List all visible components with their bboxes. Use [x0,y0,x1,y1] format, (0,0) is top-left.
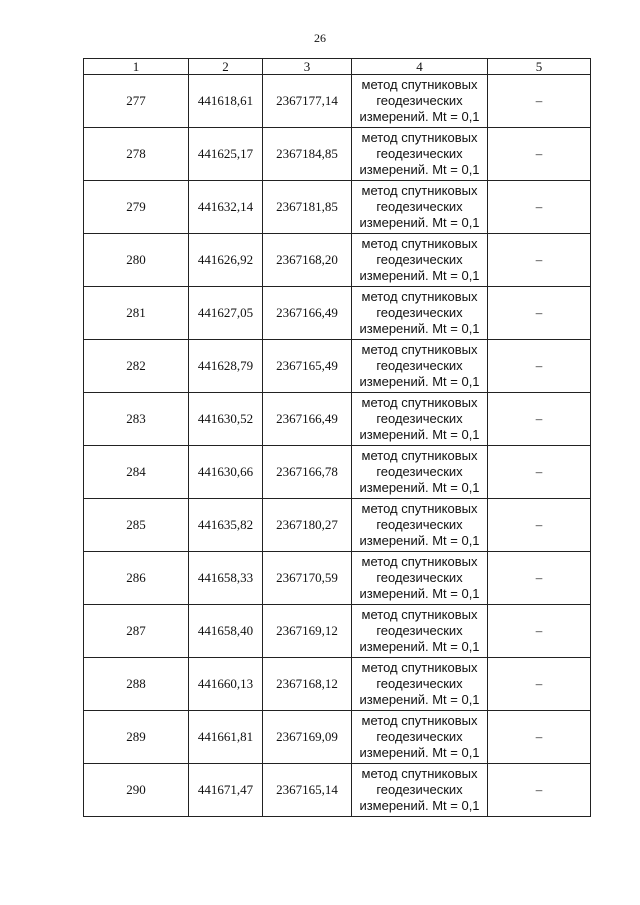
point-number-cell: 284 [84,446,189,499]
x-coordinate-cell: 441625,17 [189,128,263,181]
x-coordinate-cell: 441661,81 [189,711,263,764]
y-coordinate-cell: 2367181,85 [263,181,352,234]
y-coordinate-cell: 2367180,27 [263,499,352,552]
point-number-cell: 281 [84,287,189,340]
point-number-cell: 287 [84,605,189,658]
method-line: измерений. Mt = 0,1 [359,321,480,336]
note-cell: – [488,128,591,181]
method-line: измерений. Mt = 0,1 [359,480,480,495]
method-line: геодезических [376,252,463,267]
method-line: измерений. Mt = 0,1 [359,162,480,177]
y-coordinate-cell: 2367170,59 [263,552,352,605]
method-line: геодезических [376,623,463,638]
note-cell: – [488,234,591,287]
x-coordinate-cell: 441627,05 [189,287,263,340]
note-cell: – [488,181,591,234]
method-line: геодезических [376,676,463,691]
y-coordinate-cell: 2367184,85 [263,128,352,181]
method-line: метод спутниковых [361,501,478,516]
header-col-1: 1 [84,59,189,75]
note-cell: – [488,658,591,711]
method-cell [352,605,488,658]
y-coordinate-cell: 2367166,49 [263,393,352,446]
table-row [84,658,591,711]
table-body [84,75,591,817]
x-coordinate-cell: 441660,13 [189,658,263,711]
table-row [84,393,591,446]
x-coordinate-cell: 441630,52 [189,393,263,446]
method-line: геодезических [376,517,463,532]
method-line: геодезических [376,199,463,214]
method-line: геодезических [376,464,463,479]
table-row [84,234,591,287]
method-line: измерений. Mt = 0,1 [359,745,480,760]
table-row [84,711,591,764]
method-line: измерений. Mt = 0,1 [359,427,480,442]
method-line: измерений. Mt = 0,1 [359,798,480,813]
y-coordinate-cell: 2367169,09 [263,711,352,764]
method-cell [352,340,488,393]
method-line: метод спутниковых [361,660,478,675]
method-line: метод спутниковых [361,183,478,198]
note-cell: – [488,711,591,764]
y-coordinate-cell: 2367166,78 [263,446,352,499]
method-line: измерений. Mt = 0,1 [359,533,480,548]
method-line: метод спутниковых [361,554,478,569]
method-line: измерений. Mt = 0,1 [359,374,480,389]
y-coordinate-cell: 2367165,49 [263,340,352,393]
method-line: измерений. Mt = 0,1 [359,639,480,654]
method-line: метод спутниковых [361,607,478,622]
y-coordinate-cell: 2367168,12 [263,658,352,711]
point-number-cell: 283 [84,393,189,446]
y-coordinate-cell: 2367168,20 [263,234,352,287]
table-row [84,499,591,552]
method-cell [352,128,488,181]
header-col-2: 2 [189,59,263,75]
method-line: измерений. Mt = 0,1 [359,586,480,601]
table-row [84,340,591,393]
method-line: геодезических [376,146,463,161]
method-line: геодезических [376,729,463,744]
note-cell: – [488,393,591,446]
y-coordinate-cell: 2367177,14 [263,75,352,128]
method-line: измерений. Mt = 0,1 [359,692,480,707]
method-line: измерений. Mt = 0,1 [359,109,480,124]
method-line: геодезических [376,411,463,426]
header-col-4: 4 [352,59,488,75]
table-row [84,605,591,658]
method-line: метод спутниковых [361,77,478,92]
method-line: метод спутниковых [361,713,478,728]
method-line: геодезических [376,305,463,320]
x-coordinate-cell: 441671,47 [189,764,263,817]
y-coordinate-cell: 2367166,49 [263,287,352,340]
method-cell [352,75,488,128]
method-cell [352,446,488,499]
header-col-3: 3 [263,59,352,75]
method-cell [352,764,488,817]
point-number-cell: 280 [84,234,189,287]
method-line: геодезических [376,93,463,108]
method-line: метод спутниковых [361,130,478,145]
method-line: геодезических [376,782,463,797]
point-number-cell: 286 [84,552,189,605]
note-cell: – [488,340,591,393]
method-line: метод спутниковых [361,289,478,304]
page-number: 26 [314,31,326,45]
y-coordinate-cell: 2367169,12 [263,605,352,658]
method-line: геодезических [376,570,463,585]
header-col-5: 5 [488,59,591,75]
method-line: метод спутниковых [361,448,478,463]
point-number-cell: 288 [84,658,189,711]
table-row [84,128,591,181]
point-number-cell: 290 [84,764,189,817]
method-cell [352,499,488,552]
method-cell [352,234,488,287]
x-coordinate-cell: 441658,40 [189,605,263,658]
note-cell: – [488,605,591,658]
x-coordinate-cell: 441626,92 [189,234,263,287]
point-number-cell: 289 [84,711,189,764]
table-row [84,446,591,499]
table-row [84,181,591,234]
method-line: метод спутниковых [361,236,478,251]
note-cell: – [488,446,591,499]
method-cell [352,393,488,446]
method-cell [352,287,488,340]
table-header-row [84,59,591,75]
x-coordinate-cell: 441635,82 [189,499,263,552]
table-row [84,75,591,128]
method-cell [352,711,488,764]
x-coordinate-cell: 441630,66 [189,446,263,499]
table-row [84,764,591,817]
method-cell [352,658,488,711]
x-coordinate-cell: 441628,79 [189,340,263,393]
note-cell: – [488,764,591,817]
note-cell: – [488,75,591,128]
coordinates-table [83,58,591,817]
point-number-cell: 279 [84,181,189,234]
table-row [84,287,591,340]
point-number-cell: 277 [84,75,189,128]
method-line: метод спутниковых [361,342,478,357]
method-line: измерений. Mt = 0,1 [359,215,480,230]
method-line: метод спутниковых [361,766,478,781]
point-number-cell: 278 [84,128,189,181]
note-cell: – [488,287,591,340]
x-coordinate-cell: 441632,14 [189,181,263,234]
y-coordinate-cell: 2367165,14 [263,764,352,817]
method-cell [352,181,488,234]
table-row [84,552,591,605]
x-coordinate-cell: 441658,33 [189,552,263,605]
x-coordinate-cell: 441618,61 [189,75,263,128]
point-number-cell: 282 [84,340,189,393]
method-cell [352,552,488,605]
method-line: метод спутниковых [361,395,478,410]
method-line: измерений. Mt = 0,1 [359,268,480,283]
method-line: геодезических [376,358,463,373]
point-number-cell: 285 [84,499,189,552]
note-cell: – [488,552,591,605]
note-cell: – [488,499,591,552]
